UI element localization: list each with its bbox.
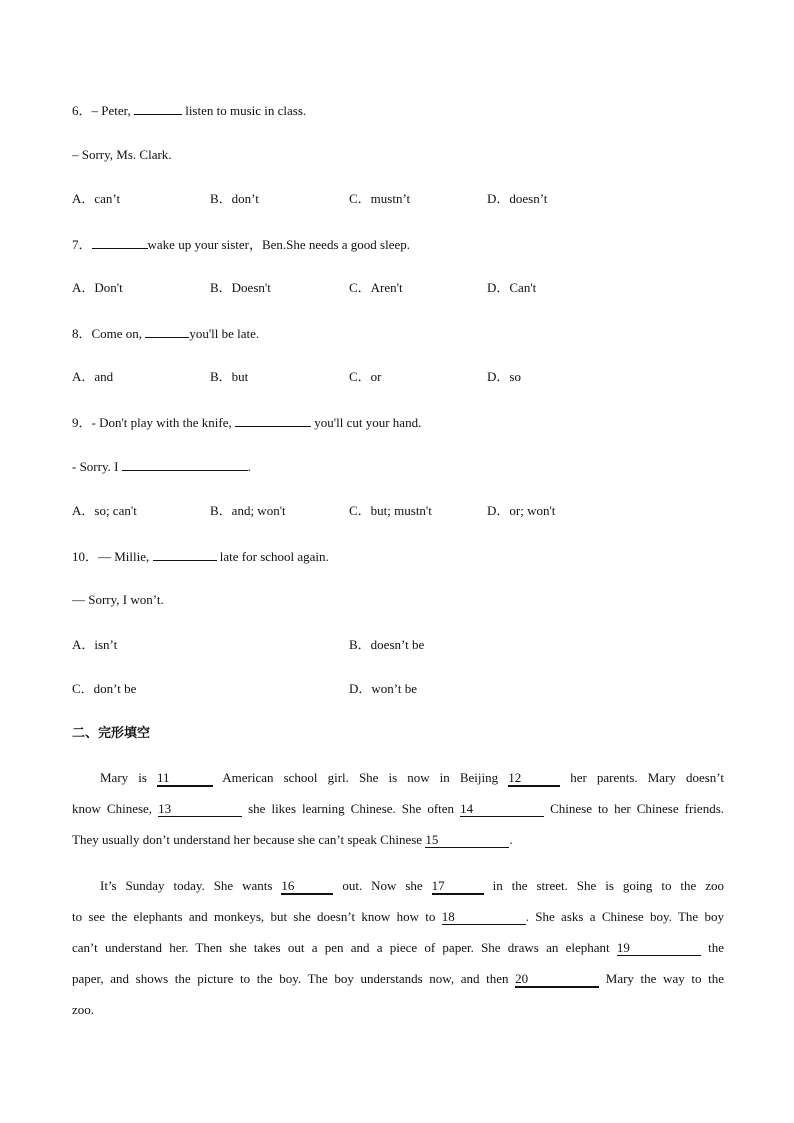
blank-19[interactable]: 19 (617, 941, 701, 956)
q9-text-post: you'll cut your hand. (311, 415, 422, 430)
q7-option-a[interactable]: A．Don't (72, 280, 123, 295)
section-title-cloze: 二、完形填空 (72, 726, 151, 741)
q6-text-post: listen to music in class. (181, 103, 307, 118)
p1-text: Chinese to her Chinese friends. (544, 801, 724, 816)
q6-text-pre: 6．– Peter, (72, 103, 134, 118)
q6-option-c[interactable]: C．mustn’t (349, 191, 411, 206)
p2-text: . She asks a Chinese boy. The boy (525, 909, 725, 924)
q8-blank[interactable] (145, 324, 189, 338)
p1-text: Mary is (100, 770, 157, 785)
q9-response (72, 457, 251, 476)
q7-blank[interactable] (92, 235, 148, 249)
q9-option-c[interactable]: C．but; mustn't (349, 503, 432, 518)
q7-option-c[interactable]: C．Aren't (349, 280, 403, 295)
q9-blank-1[interactable] (235, 413, 311, 427)
question-10 (72, 547, 329, 566)
q7-text-pre: 7． (72, 237, 92, 252)
p2-line-2 (72, 901, 724, 932)
p2-text: in the street. She is going to the zoo (483, 878, 725, 893)
p2-line-4 (72, 963, 724, 994)
q10-text-pre: 10．— Millie, (72, 549, 153, 564)
q10-text-post: late for school again. (216, 549, 329, 564)
blank-13[interactable]: 13 (158, 802, 242, 817)
p1-text: know Chinese, (72, 801, 159, 816)
q7-text-post: wake up your sister，Ben.She needs a good sleep. (147, 237, 410, 252)
blank-16[interactable]: 16 (281, 879, 333, 895)
p2-text: to see the elephants and monkeys, but she doesn’t know how to (72, 909, 442, 924)
question-9 (72, 413, 421, 432)
q10-option-c[interactable]: C．don’t be (72, 681, 137, 696)
p1-line-2 (72, 793, 724, 824)
q10-option-a[interactable]: A．isn’t (72, 637, 118, 652)
q8-option-c[interactable]: C．or (349, 369, 382, 384)
blank-14[interactable]: 14 (460, 802, 544, 817)
question-7 (72, 235, 410, 254)
q10-option-d[interactable]: D．won’t be (349, 681, 418, 696)
q9-text-pre: 9．- Don't play with the knife, (72, 415, 236, 430)
p1-text: her parents. Mary doesn’t (560, 770, 724, 785)
blank-18[interactable]: 18 (442, 910, 526, 925)
blank-12[interactable]: 12 (508, 771, 560, 787)
q7-option-b[interactable]: B．Doesn't (210, 280, 271, 295)
q6-option-d[interactable]: D．doesn’t (487, 191, 548, 206)
p1-line-1 (72, 762, 724, 793)
question-6 (72, 101, 306, 120)
q7-option-d[interactable]: D．Can't (487, 280, 537, 295)
p2-text: Mary the way to the (599, 971, 724, 986)
p2-text: the (700, 940, 724, 955)
q6-response: – Sorry, Ms. Clark. (72, 147, 172, 162)
q8-text-pre: 8．Come on, (72, 326, 146, 341)
q8-text-post: you'll be late. (189, 326, 260, 341)
q9-response-post: . (247, 459, 251, 474)
p1-line-3 (72, 824, 724, 855)
q9-option-d[interactable]: D．or; won't (487, 503, 556, 518)
p2-text: paper, and shows the picture to the boy. The boy understands now, and then (72, 971, 516, 986)
p2-text: It’s Sunday today. She wants (100, 878, 282, 893)
q6-option-b[interactable]: B．don’t (210, 191, 259, 206)
question-8 (72, 324, 259, 343)
blank-20[interactable]: 20 (515, 972, 599, 988)
q10-blank[interactable] (153, 547, 217, 561)
p2-line-5: zoo. (72, 1002, 95, 1017)
blank-11[interactable]: 11 (157, 771, 213, 787)
p2-text: out. Now she (333, 878, 432, 893)
p1-text: They usually don’t understand her because she can’t speak Chinese (72, 832, 426, 847)
blank-17[interactable]: 17 (432, 879, 484, 895)
q9-option-b[interactable]: B．and; won't (210, 503, 286, 518)
q10-response: — Sorry, I won’t. (72, 592, 164, 607)
q6-option-a[interactable]: A．can’t (72, 191, 121, 206)
q9-option-a[interactable]: A．so; can't (72, 503, 137, 518)
p2-line-3 (72, 932, 724, 963)
p2-line-1 (72, 870, 724, 901)
cloze-paragraph-2 (72, 870, 724, 1025)
p1-text: American school girl. She is now in Beijing (212, 770, 509, 785)
cloze-paragraph-1 (72, 762, 724, 855)
p1-text: she likes learning Chinese. She often (242, 801, 461, 816)
q8-option-b[interactable]: B．but (210, 369, 249, 384)
q6-blank[interactable] (134, 101, 182, 115)
q9-blank-2[interactable] (122, 457, 248, 471)
p1-text: . (509, 832, 513, 847)
blank-15[interactable]: 15 (425, 833, 509, 848)
q10-option-b[interactable]: B．doesn’t be (349, 637, 425, 652)
q8-option-d[interactable]: D．so (487, 369, 521, 384)
p2-text: can’t understand her. Then she takes out a pen and a piece of paper. She draws an elephant (72, 940, 617, 955)
q8-option-a[interactable]: A．and (72, 369, 114, 384)
q9-response-pre: - Sorry. I (72, 459, 122, 474)
